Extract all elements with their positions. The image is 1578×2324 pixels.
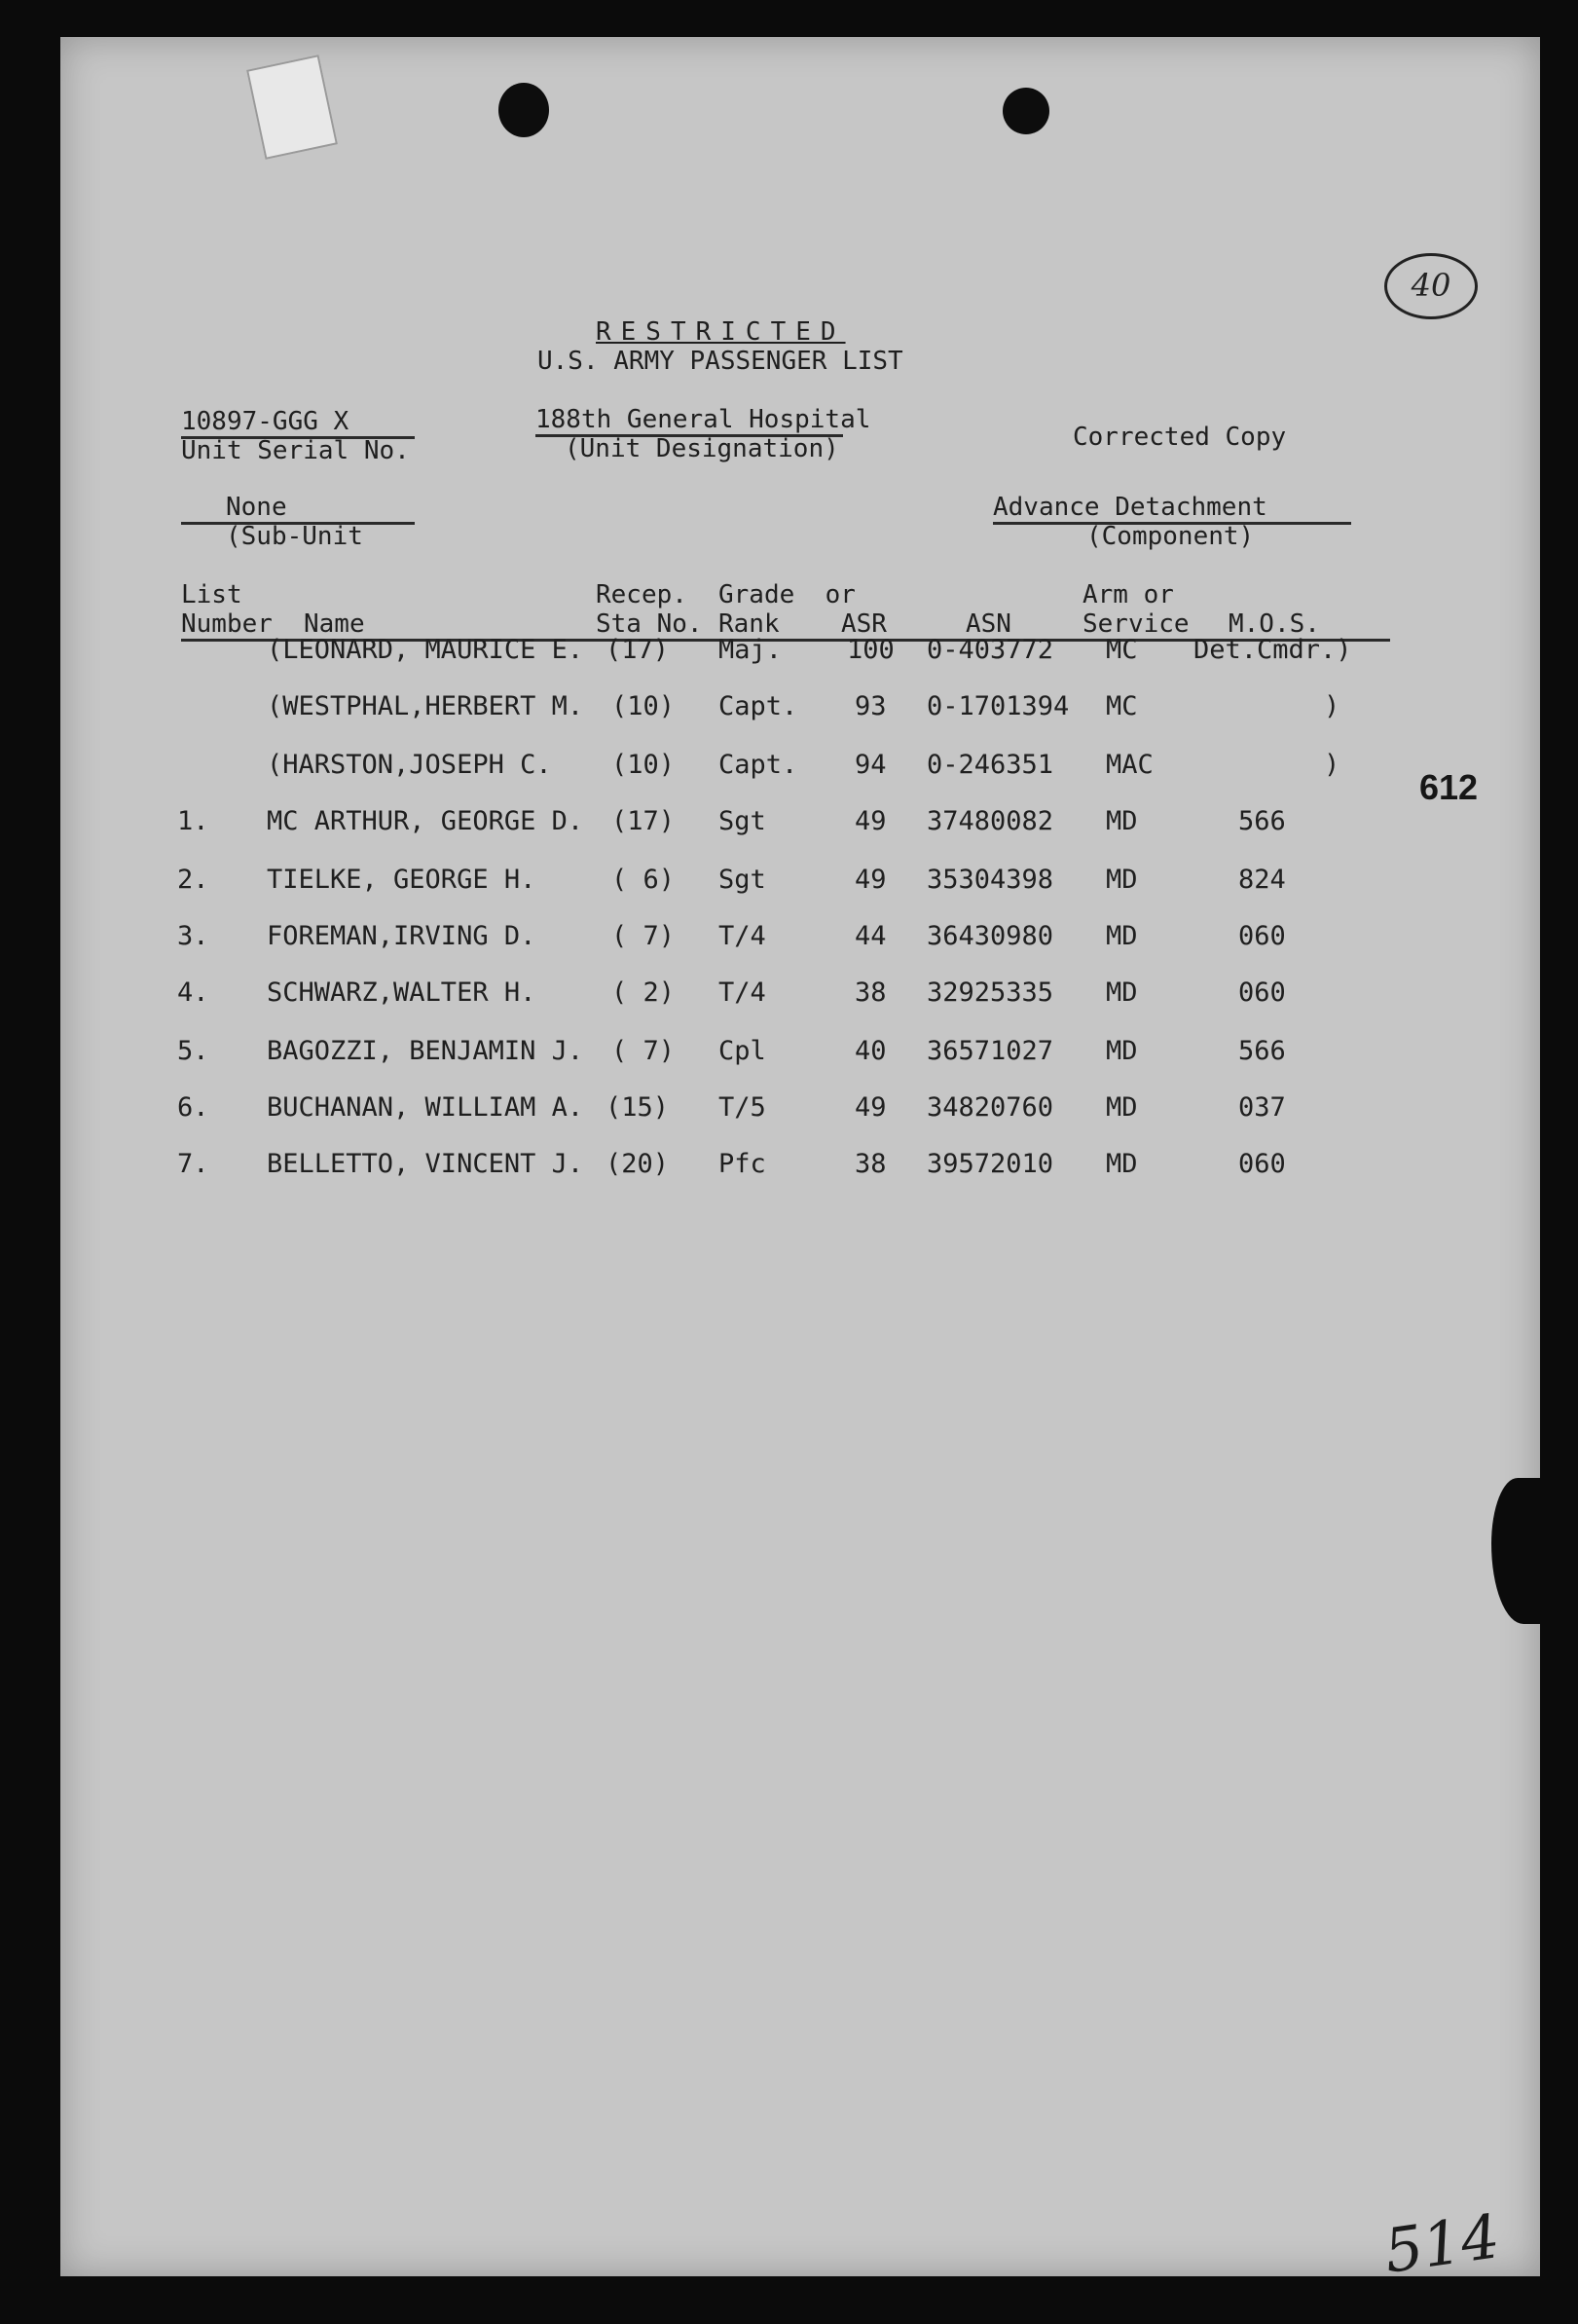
header-sta-no: Sta No. [596,609,703,639]
row-arm: MD [1106,1092,1138,1123]
header-asn: ASN [966,609,1011,639]
stamped-number: 612 [1419,767,1479,807]
table-row [60,1092,1540,1131]
row-mos: 060 [1238,978,1286,1008]
table-row [60,865,1540,904]
row-asn: 0-1701394 [927,691,1070,721]
row-arm: MD [1106,921,1138,951]
header-service: Service [1083,609,1190,639]
row-grade: Capt. [718,691,798,721]
row-asr: 49 [855,1092,887,1123]
row-name: BUCHANAN, WILLIAM A. [267,1092,584,1123]
tape-scrap [246,55,338,160]
row-mos: 060 [1238,1149,1286,1179]
row-name: TIELKE, GEORGE H. [267,865,536,895]
table-row [60,1036,1540,1075]
unit-designation-value: 188th General Hospital [535,405,871,434]
torn-edge [1491,1478,1550,1624]
row-number: 5. [177,1036,209,1066]
row-number: 2. [177,865,209,895]
row-grade: T/4 [718,978,766,1008]
row-station: ( 6) [611,865,676,895]
header-name: Name [304,609,365,639]
table-row [60,750,1540,789]
row-grade: Sgt [718,865,766,895]
document-title: RESTRICTED [596,317,846,347]
header-arm-or: Arm or [1083,580,1174,609]
row-grade: T/5 [718,1092,766,1123]
header-mos: M.O.S. [1229,609,1320,639]
row-grade: T/4 [718,921,766,951]
row-station: (15) [606,1092,670,1123]
row-number: 7. [177,1149,209,1179]
row-asr: 38 [855,978,887,1008]
row-asr: 49 [855,865,887,895]
row-name: BAGOZZI, BENJAMIN J. [267,1036,584,1066]
row-asn: 0-246351 [927,750,1054,780]
row-arm: MD [1106,806,1138,836]
row-number: 4. [177,978,209,1008]
row-asr: 38 [855,1149,887,1179]
row-asr: 93 [855,691,887,721]
sub-unit-value: None [226,493,287,522]
table-row [60,1149,1540,1188]
circled-page-number: 40 [1384,253,1478,319]
table-row [60,806,1540,845]
row-number: 1. [177,806,209,836]
row-mos: 566 [1238,1036,1286,1066]
row-arm: MD [1106,1036,1138,1066]
punch-hole-right [1003,88,1049,134]
row-asr: 44 [855,921,887,951]
row-arm: MD [1106,865,1138,895]
row-arm: MC [1106,635,1138,665]
row-mos: 824 [1238,865,1286,895]
row-station: ( 7) [611,1036,676,1066]
header-grade-or: Grade or [718,580,856,609]
row-station: (10) [611,691,676,721]
row-asr: 40 [855,1036,887,1066]
row-grade: Maj. [718,635,783,665]
header-asr: ASR [841,609,887,639]
table-row [60,978,1540,1016]
sub-unit-label: (Sub-Unit [226,522,363,551]
row-mos: Det.Cmdr.) [1193,635,1352,665]
table-row [60,691,1540,730]
row-arm: MC [1106,691,1138,721]
component-value: Advance Detachment [993,493,1267,522]
row-name: (LEONARD, MAURICE E. [267,635,584,665]
row-mos: 060 [1238,921,1286,951]
row-station: (17) [611,806,676,836]
row-asn: 35304398 [927,865,1054,895]
row-mos: 566 [1238,806,1286,836]
row-name: MC ARTHUR, GEORGE D. [267,806,584,836]
row-arm: MD [1106,978,1138,1008]
row-station: (20) [606,1149,670,1179]
row-asn: 34820760 [927,1092,1054,1123]
row-mos: ) [1324,691,1340,721]
document-page [60,37,1540,2287]
unit-serial-label: Unit Serial No. [181,436,410,465]
document-subtitle: U.S. ARMY PASSENGER LIST [537,347,903,376]
row-grade: Pfc [718,1149,766,1179]
header-number: Number [181,609,273,639]
row-name: FOREMAN,IRVING D. [267,921,536,951]
row-mos: ) [1324,750,1340,780]
row-asr: 94 [855,750,887,780]
row-mos: 037 [1238,1092,1286,1123]
row-asn: 39572010 [927,1149,1054,1179]
table-row [60,635,1540,674]
row-number: 6. [177,1092,209,1123]
row-asn: 32925335 [927,978,1054,1008]
row-asr: 100 [847,635,895,665]
row-name: (HARSTON,JOSEPH C. [267,750,552,780]
row-asn: 0-403772 [927,635,1054,665]
row-number: 3. [177,921,209,951]
handwritten-number: 514 [1379,2200,1504,2287]
punch-hole-left [498,83,549,137]
row-asn: 37480082 [927,806,1054,836]
row-station: ( 2) [611,978,676,1008]
row-arm: MAC [1106,750,1154,780]
unit-serial-value: 10897-GGG X [181,407,349,436]
row-arm: MD [1106,1149,1138,1179]
row-name: (WESTPHAL,HERBERT M. [267,691,584,721]
row-station: (17) [606,635,670,665]
row-asr: 49 [855,806,887,836]
row-station: ( 7) [611,921,676,951]
row-name: SCHWARZ,WALTER H. [267,978,536,1008]
row-grade: Sgt [718,806,766,836]
corrected-copy: Corrected Copy [1073,423,1287,452]
row-grade: Cpl [718,1036,766,1066]
row-grade: Capt. [718,750,798,780]
table-row [60,921,1540,960]
header-list: List [181,580,242,609]
header-rank: Rank [718,609,780,639]
component-label: (Component) [1086,522,1255,551]
unit-designation-label: (Unit Designation) [565,434,839,463]
header-recep: Recep. [596,580,687,609]
row-asn: 36571027 [927,1036,1054,1066]
row-station: (10) [611,750,676,780]
row-name: BELLETTO, VINCENT J. [267,1149,584,1179]
row-asn: 36430980 [927,921,1054,951]
